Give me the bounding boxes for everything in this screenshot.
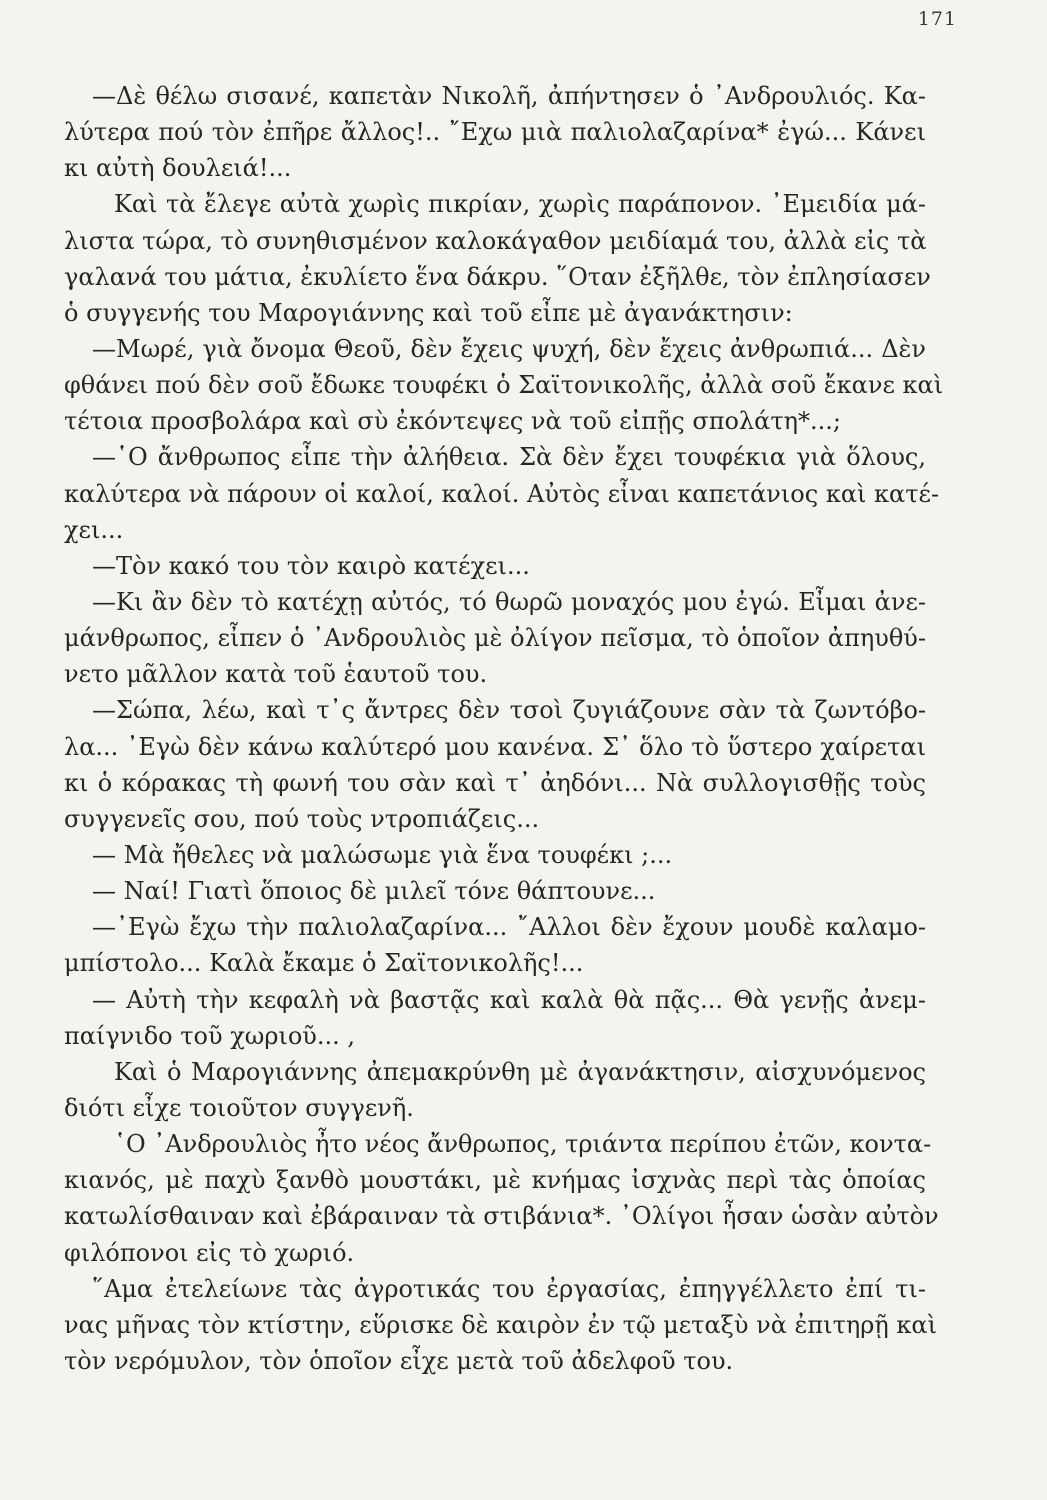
text-line: χει...	[64, 515, 124, 544]
paragraph	[64, 584, 926, 692]
paragraph	[64, 692, 926, 837]
text-line: καλύτερα νὰ πάρουν οἱ καλοί, καλοί. Αὐτὸς εἶναι καπετάνιος καὶ κατέ-	[64, 479, 940, 508]
text-line: διότι εἶχε τοιοῦτον συγγενῆ.	[64, 1093, 414, 1122]
text-line: φιλόπονοι εἰς τὸ χωριό.	[64, 1238, 355, 1267]
paragraph	[64, 331, 944, 439]
text-line: κατωλίσθαιναν καὶ ἐβάραιναν τὰ στιβάνια*. ᾿Ολίγοι ἦσαν ὡσὰν αὐτὸν	[64, 1202, 939, 1231]
text-line: —Μωρέ, γιὰ ὄνομα Θεοῦ, δὲν ἔχεις ψυχή, δὲν ἔχεις ἀνθρωπιά... Δὲν	[92, 334, 926, 363]
text-line: ὁ συγγενής του Μαρογιάννης καὶ τοῦ εἶπε μὲ ἀγανάκτησιν:	[64, 298, 793, 327]
text-line: Καὶ τὰ ἔλεγε αὐτὰ χωρὶς πικρίαν, χωρὶς παράπονον. ᾿Εμειδία μά-	[114, 190, 926, 219]
text-line: παίγνιδο τοῦ χωριοῦ... ,	[64, 1021, 356, 1050]
text-line: τὸν νερόμυλον, τὸν ὁποῖον εἶχε μετὰ τοῦ ἀδελφοῦ του.	[64, 1346, 734, 1375]
text-line: —᾿Εγὼ ἔχω τὴν παλιολαζαρίνα... ῎Αλλοι δὲν ἔχουν μουδὲ καλαμο-	[92, 913, 926, 942]
text-line: κι ὁ κόρακας τὴ φωνή του σὰν καὶ τ᾿ ἀηδόνι... Νὰ συλλογισθῇς τοὺς	[64, 768, 926, 797]
paragraph	[64, 1271, 937, 1379]
text-line: νας μῆνας τὸν κτίστην, εὕρισκε δὲ καιρὸν ἐν τῷ μεταξὺ νὰ ἐπιτηρῇ καὶ	[64, 1310, 937, 1339]
paragraph	[64, 186, 931, 331]
text-line: — Αὐτὴ τὴν κεφαλὴ νὰ βαστᾷς καὶ καλὰ θὰ πᾷς... Θὰ γενῇς ἀνεμ-	[92, 985, 926, 1014]
paragraph	[64, 837, 926, 873]
text-line: —Δὲ θέλω σισανέ, καπετὰν Νικολῆ, ἀπήντησεν ὁ ᾿Ανδρουλιός. Κα-	[92, 82, 926, 110]
paragraph	[64, 1054, 926, 1126]
text-line: λιστα τώρα, τὸ συνηθισμένον καλοκάγαθον μειδίαμά του, ἀλλὰ εἰς τὰ	[64, 226, 927, 255]
text-line: — Ναί! Γιατὶ ὅποιος δὲ μιλεῖ τόνε θάπτουνε...	[92, 877, 656, 906]
page-number: 171	[917, 8, 957, 30]
text-line: ῞Αμα ἐτελείωνε τὰς ἀγροτικάς του ἐργασίας, ἐπηγγέλλετο ἐπί τι-	[92, 1274, 926, 1303]
text-line: ῾Ο ᾿Ανδρουλιὸς ἦτο νέος ἄνθρωπος, τριάντα περίπου ἐτῶν, κοντα-	[114, 1130, 932, 1159]
text-line: —Κι ἂν δὲν τὸ κατέχῃ αὐτός, τό θωρῶ μοναχός μου ἐγώ. Εἶμαι ἀνε-	[92, 587, 926, 616]
paragraph	[64, 78, 926, 186]
text-line: νετο μᾶλλον κατὰ τοῦ ἑαυτοῦ του.	[64, 660, 488, 689]
body-text	[64, 78, 944, 1379]
text-line: —Σώπα, λέω, καὶ τ᾿ς ἄντρες δὲν τσοὶ ζυγιάζουνε σὰν τὰ ζωντόβο-	[92, 696, 926, 725]
text-line: γαλανά του μάτια, ἐκυλίετο ἕνα δάκρυ. ῞Οταν ἐξῆλθε, τὸν ἐπλησίασεν	[64, 262, 931, 291]
text-line: μάνθρωπος, εἶπεν ὁ ᾿Ανδρουλιὸς μὲ ὀλίγον πεῖσμα, τὸ ὁποῖον ἀπηυθύ-	[64, 624, 926, 653]
text-line: λύτερα πού τὸν ἐπῆρε ἄλλος!.. ῎Εχω μιὰ παλιολαζαρίνα* ἐγώ... Κάνει	[64, 118, 926, 147]
text-line: — Μὰ ἤθελες νὰ μαλώσωμε γιὰ ἕνα τουφέκι ;...	[92, 840, 673, 869]
text-line: κιανός, μὲ παχὺ ξανθὸ μουστάκι, μὲ κνήμας ἰσχνὰς περὶ τὰς ὁποίας	[64, 1166, 926, 1195]
paragraph	[64, 439, 940, 547]
paragraph	[64, 548, 926, 584]
paragraph	[64, 909, 926, 981]
text-line: Καὶ ὁ Μαρογιάννης ἀπεμακρύνθη μὲ ἀγανάκτησιν, αἰσχυνόμενος	[114, 1057, 926, 1086]
text-line: —῾Ο ἄνθρωπος εἶπε τὴν ἀλήθεια. Σὰ δὲν ἔχει τουφέκια γιὰ ὅλους,	[92, 443, 926, 472]
paragraph	[64, 1126, 939, 1271]
text-line: συγγενεῖς σου, πού τοὺς ντροπιάζεις...	[64, 804, 540, 833]
text-line: τέτοια προσβολάρα καὶ σὺ ἐκόντεψες νὰ τοῦ εἰπῇς σπολάτη*...;	[64, 407, 841, 436]
paragraph	[64, 873, 926, 909]
text-line: κι αὐτὴ δουλειά!...	[64, 154, 292, 183]
paragraph	[64, 982, 926, 1054]
text-line: λα... ᾿Εγὼ δὲν κάνω καλύτερό μου κανένα. Σ᾿ ὅλο τὸ ὕστερο χαίρεται	[64, 732, 926, 761]
text-line: μπίστολο... Καλὰ ἔκαμε ὁ Σαϊτονικολῆς!...	[64, 949, 584, 978]
text-line: —Τὸν κακό του τὸν καιρὸ κατέχει...	[92, 551, 530, 580]
text-line: φθάνει πού δὲν σοῦ ἔδωκε τουφέκι ὁ Σαϊτονικολῆς, ἀλλὰ σοῦ ἔκανε καὶ	[64, 371, 944, 400]
